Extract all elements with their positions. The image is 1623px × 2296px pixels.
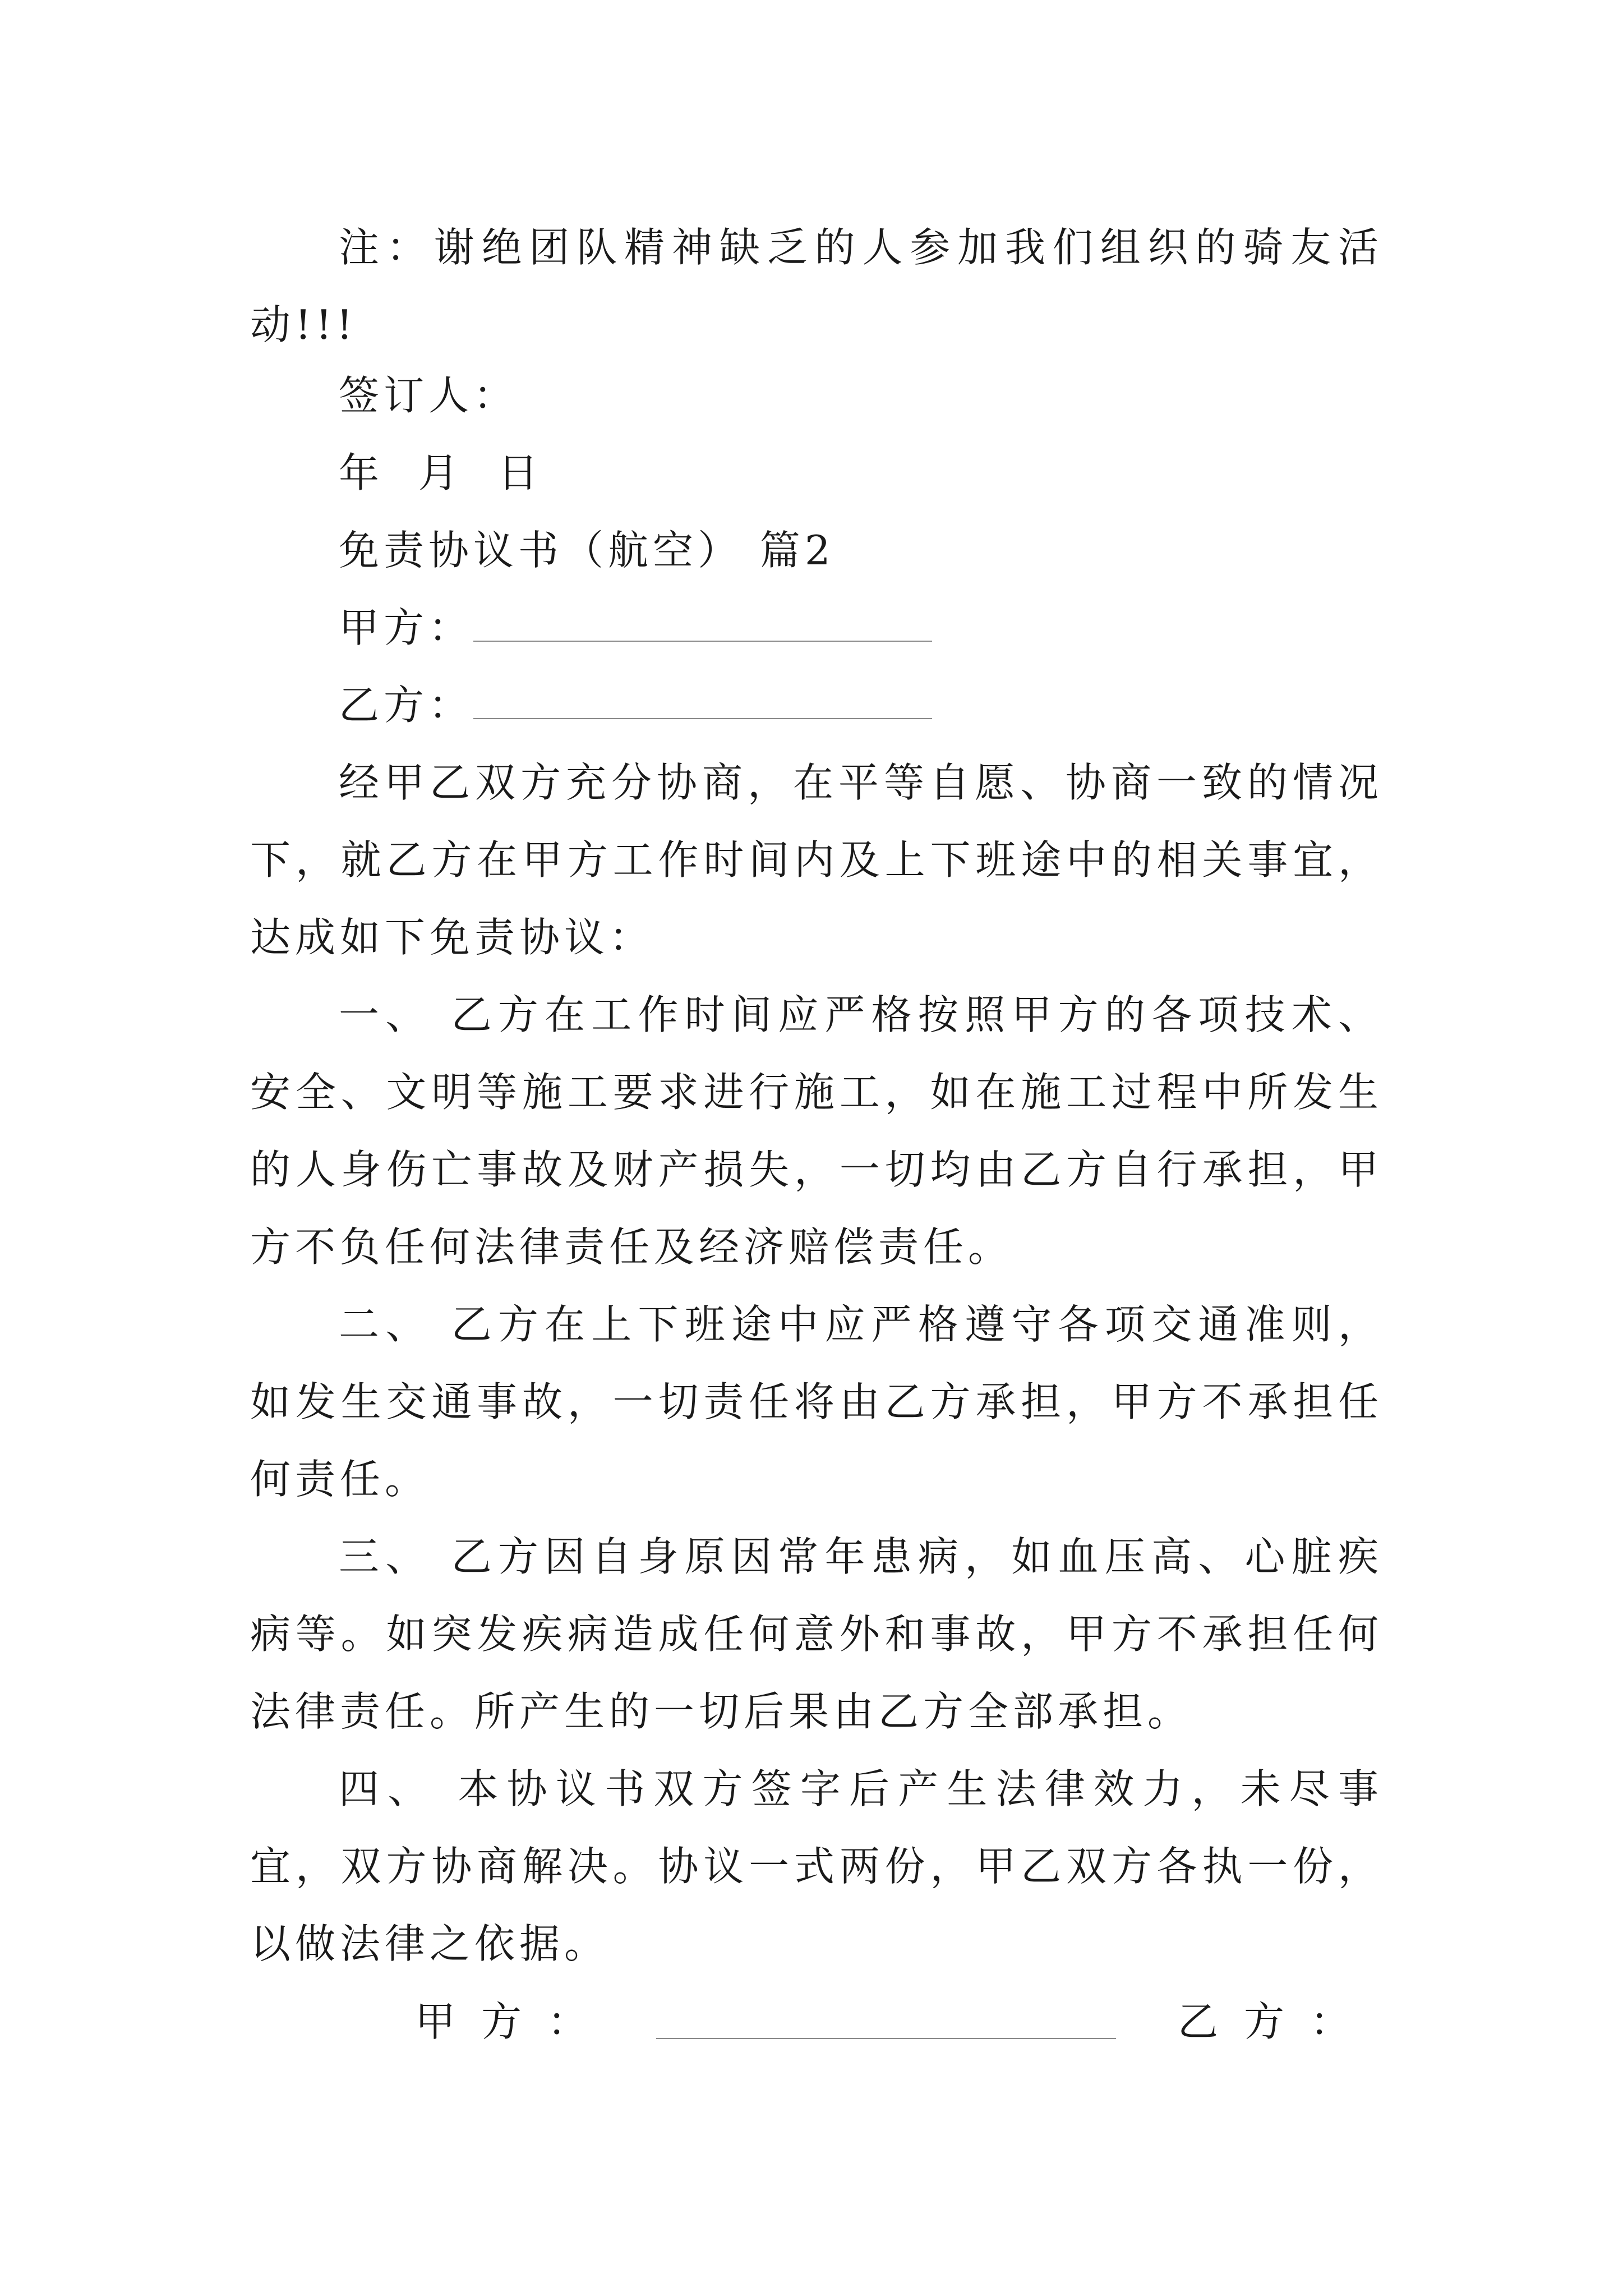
section-title: 免责协议书（航空） 篇2 [339,527,835,574]
signature-party-a-label: 甲方： [415,1998,614,2045]
party-b-line [339,666,932,744]
party-b-label: 乙方： [339,682,474,729]
date-line: 年 月 日 [339,449,543,496]
signature-party-a-blank [656,2004,1116,2039]
party-a-blank [473,607,932,642]
clause-3: 三、 乙方因自身原因常年患病，如血压高、心脏疾病等。如突发疾病造成任何意外和事故，甲方不承担任何法律责任。所产生的一切后果由乙方全部承担。 [250,1533,1383,1735]
clause-4: 四、 本协议书双方签字后产生法律效力，未尽事宜，双方协商解决。协议一式两份，甲乙双方各执一份，以做法律之依据。 [250,1765,1383,1967]
note-paragraph: 注：谢绝团队精神缺乏的人参加我们组织的骑友活动!!! [250,224,1383,348]
intro-paragraph: 经甲乙双方充分协商，在平等自愿、协商一致的情况下，就乙方在甲方工作时间内及上下班途中的相关事宜，达成如下免责协议： [250,759,1383,961]
signature-row [415,1983,1380,2060]
clause-1: 一、 乙方在工作时间应严格按照甲方的各项技术、安全、文明等施工要求进行施工，如在施工过程中所发生的人身伤亡事故及财产损失，一切均由乙方自行承担，甲方不负任何法律责任及经济赔偿责任。 [250,991,1383,1271]
party-b-blank [473,684,932,719]
clause-2: 二、 乙方在上下班途中应严格遵守各项交通准则，如发生交通事故，一切责任将由乙方承担，甲方不承担任何责任。 [250,1301,1383,1503]
party-a-line [339,589,932,666]
party-a-label: 甲方： [339,604,474,651]
signature-party-b-label: 乙方： [1178,1998,1377,2045]
signer-label: 签订人： [339,372,519,419]
